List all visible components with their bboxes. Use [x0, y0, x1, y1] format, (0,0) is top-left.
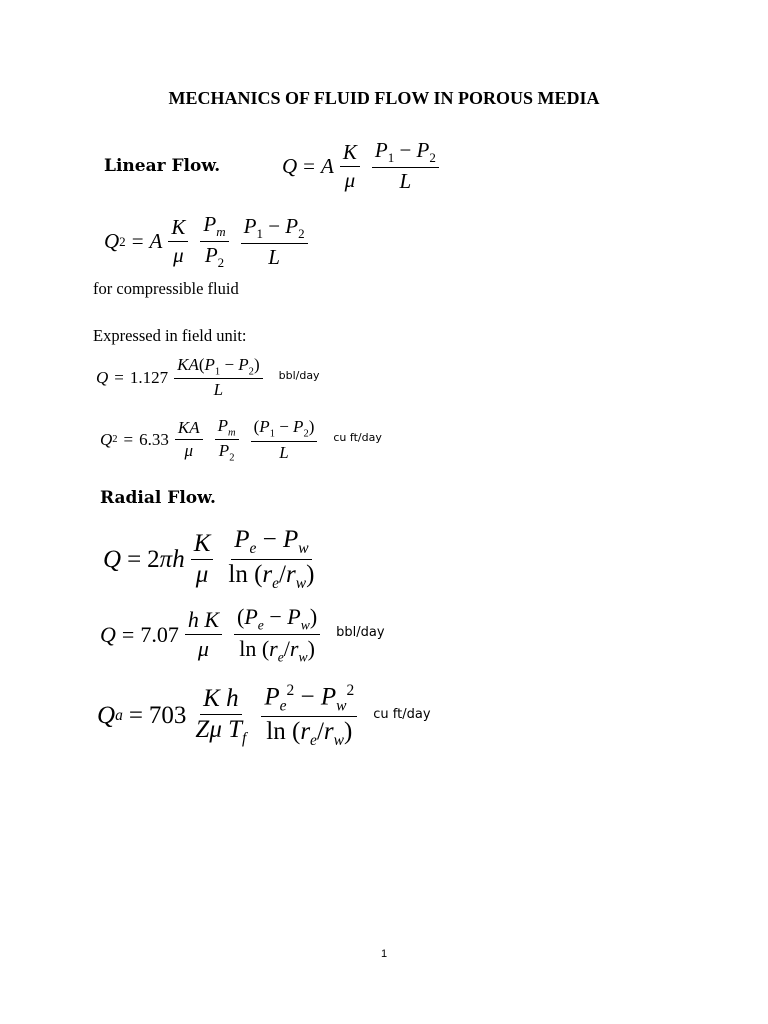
radial-field-unit-equation: Q = 7.07 $\frac{\text{h K}}{\mu}$ $\frac{(P_e - P_w)}{\ln (r_e/r_w)}$ bbl/day	[100, 604, 385, 665]
radial-flow-heading: Radial Flow.	[100, 488, 216, 508]
linear-field-unit-equation: Q = 1.127 $\frac{KA(P_1 - P_2)}{L}$ bbl/day	[96, 355, 320, 400]
gas-radial-unit: cu ft/day	[373, 706, 431, 722]
page-number: 1	[380, 948, 388, 960]
compressible-fluid-note: for compressible fluid	[93, 279, 239, 298]
compressible-field-coefficient: 6.33	[139, 429, 169, 449]
linear-field-coefficient: 1.127	[129, 367, 169, 387]
page-title: MECHANICS OF FLUID FLOW IN POROUS MEDIA	[168, 88, 600, 108]
linear-field-unit: bbl/day	[278, 369, 320, 383]
compressible-field-unit-equation: Q 2 = 6.33 $\frac{KA}{\mu}$ $\frac{P_m}{P_2}$ $\frac{(P_1 - P_2)}{L}$ cu ft/day	[100, 416, 382, 464]
radial-field-unit: bbl/day	[336, 625, 385, 641]
gas-radial-coefficient: 703	[148, 702, 187, 730]
gas-radial-equation: Q a = 703 $\frac{\text{K h}}{Z\mu T_f}$ $\frac{P_e^2 - P_w^2}{\ln (r_e/r_w)}$ cu ft/day	[97, 682, 431, 750]
radial-flow-equation: Q = 2πh $\frac{K}{\mu}$ $\frac{P_e - P_w}{\ln (r_e/r_w)}$	[103, 526, 315, 592]
linear-flow-heading: Linear Flow.	[104, 156, 221, 176]
compressible-field-unit: cu ft/day	[333, 431, 382, 445]
radial-field-coefficient: 7.07	[140, 621, 179, 647]
field-unit-note: Expressed in field unit:	[93, 326, 247, 345]
compressible-linear-equation: Q 2 = A $\frac{K}{\mu}$ $\frac{P_m}{P_2}$ $\frac{P_1 - P_2}{L}$	[104, 212, 314, 271]
linear-flow-equation: Q = A $\frac{K}{\mu}$ $\frac{P_1 - P_2}{L}$	[282, 138, 445, 194]
